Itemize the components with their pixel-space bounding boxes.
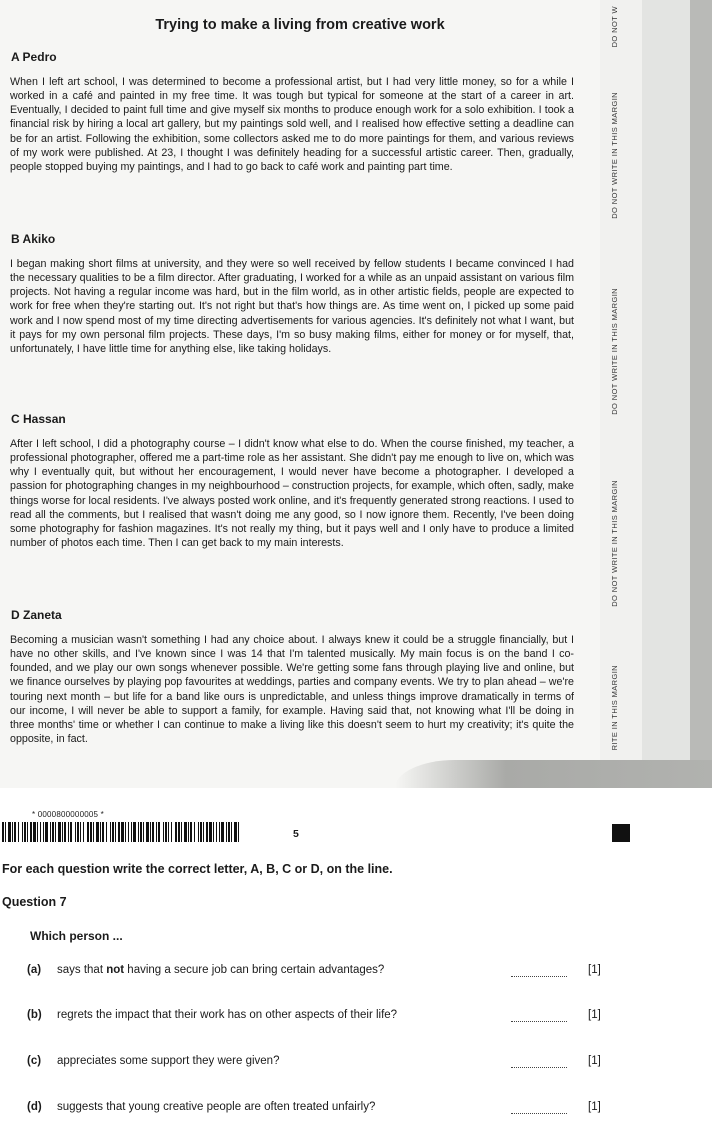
- margin-note: DO NOT WRITE IN THIS MARGIN: [610, 92, 619, 219]
- page-number: 5: [293, 828, 299, 840]
- section-text-a: When I left art school, I was determined to become a professional artist, but I had very little money, so for a while I worked in a café and painted in my free time. It was tough but typical for someone at the start of a career in art. Eventually, I decided to paint full time and give myself six months to produce enough work for a solo exhibition. I took a financial risk by hiring a local art gallery, but my paintings sold well, and I realised how effective setting a deadline can be for an artist. Following the exhibition, some collectors asked me to do more paintings for them, and various reviews of my work were published. At 23, I thought I was definitely heading for a successful artistic career. Then, gradually, people stopped buying my paintings, and I had to go back to café work and painting part time.: [10, 76, 574, 173]
- margin-note: DO NOT WRITE IN THIS MARGIN: [610, 288, 619, 415]
- question-number: Question 7: [2, 895, 67, 909]
- question-item-b: [27, 1009, 627, 1025]
- item-label: (d): [27, 1101, 42, 1113]
- margin-note: DO NOT WRITE IN THIS MARGIN: [610, 480, 619, 607]
- mark-value: [1]: [588, 1101, 601, 1113]
- question-area: [0, 788, 712, 1138]
- item-label: (a): [27, 964, 42, 976]
- mark-value: [1]: [588, 964, 601, 976]
- section-heading-d: D Zaneta: [11, 608, 62, 622]
- margin-note: RITE IN THIS MARGIN: [610, 665, 619, 751]
- item-text: suggests that young creative people are often treated unfairly?: [57, 1101, 376, 1113]
- section-text-c: After I left school, I did a photography course – I didn't know what else to do. When the course finished, my teacher, a professional photographer, offered me a part-time role as her assistant. She didn't pay me enough to live on, which was why I eventually quit, but without her encouragement, I would never have become a photographer. I developed a passion for photographing changes in my neighbourhood – construction projects, for example, which often, sadly, make things worse for local residents. I've always posted work online, and it's frequently generated strong reactions. I used to read all the comments, but I realised that wasn't doing me any good, so I now ignore them. Recently, I've been doing some photography for fashion magazines. It's not really my thing, but it pays well and I only have to produce a limited number of photos each time. Then I can get back to my main interests.: [10, 438, 574, 550]
- page-edge-shadow: [690, 0, 712, 788]
- mark-value: [1]: [588, 1055, 601, 1067]
- section-heading-c: C Hassan: [11, 412, 66, 426]
- margin-note: DO NOT W: [610, 6, 619, 48]
- page-title: Trying to make a living from creative work: [155, 17, 445, 33]
- answer-line-b[interactable]: [511, 1021, 567, 1022]
- item-label: (c): [27, 1055, 42, 1067]
- item-label: (b): [27, 1009, 42, 1021]
- section-text-b: I began making short films at university, and they were so well received by fellow students I became convinced I had the necessary qualities to be a film director. After graduating, I worked for a while as an unpaid assistant on various film projects. Not having a regular income was hard, but in the film world, as in other artistic fields, people are expected to work for free when they're starting out. It's not right but that's how things are. As time went on, I picked up some paid work and I now spend most of my time directing advertisements for various agencies. It's definitely not what I want, but it pays for my own personal film projects. These days, I'm so busy making films, either for money or for myself, that, unfortunately, I have little time for anything else, like taking holidays.: [10, 258, 574, 355]
- instruction-text: For each question write the correct letter, A, B, C or D, on the line.: [2, 862, 393, 876]
- item-text: appreciates some support they were given?: [57, 1055, 280, 1067]
- question-item-c: [27, 1055, 627, 1071]
- corner-registration-mark: [612, 824, 630, 842]
- answer-line-c[interactable]: [511, 1067, 567, 1068]
- item-text: says that not having a secure job can bring certain advantages?: [57, 964, 385, 976]
- answer-line-a[interactable]: [511, 976, 567, 977]
- page-fold-shadow: [395, 760, 712, 788]
- section-text-d: Becoming a musician wasn't something I had any choice about. I always knew it could be a struggle financially, but I have no other skills, and I've known since I was 14 that I'm talented musically. My main focus is on the band I co-founded, and we play our own songs whenever possible. We're getting some fans through playing live and online, but we finance ourselves by playing pop favourites at weddings, parties and company events. We try to plan ahead – we're touring next month – but life for a band like ours is unpredictable, and unless things improve dramatically in terms of our income, I will never be able to support a family, for example. Having said that, not knowing what I'll be doing in three months' time or whether I can continue to make a living like this doesn't seem to hurt my creativity; it's quite the opposite, in fact.: [10, 634, 574, 746]
- section-heading-b: B Akiko: [11, 232, 56, 246]
- question-stem: Which person ...: [30, 929, 123, 943]
- section-heading-a: A Pedro: [11, 50, 57, 64]
- question-item-a: [27, 964, 627, 980]
- barcode-icon: [2, 822, 240, 842]
- question-item-d: [27, 1101, 627, 1117]
- barcode-number: * 0000800000005 *: [32, 810, 104, 819]
- answer-line-d[interactable]: [511, 1113, 567, 1114]
- item-text: regrets the impact that their work has on other aspects of their life?: [57, 1009, 398, 1021]
- mark-value: [1]: [588, 1009, 601, 1021]
- margin-strip: [600, 0, 642, 788]
